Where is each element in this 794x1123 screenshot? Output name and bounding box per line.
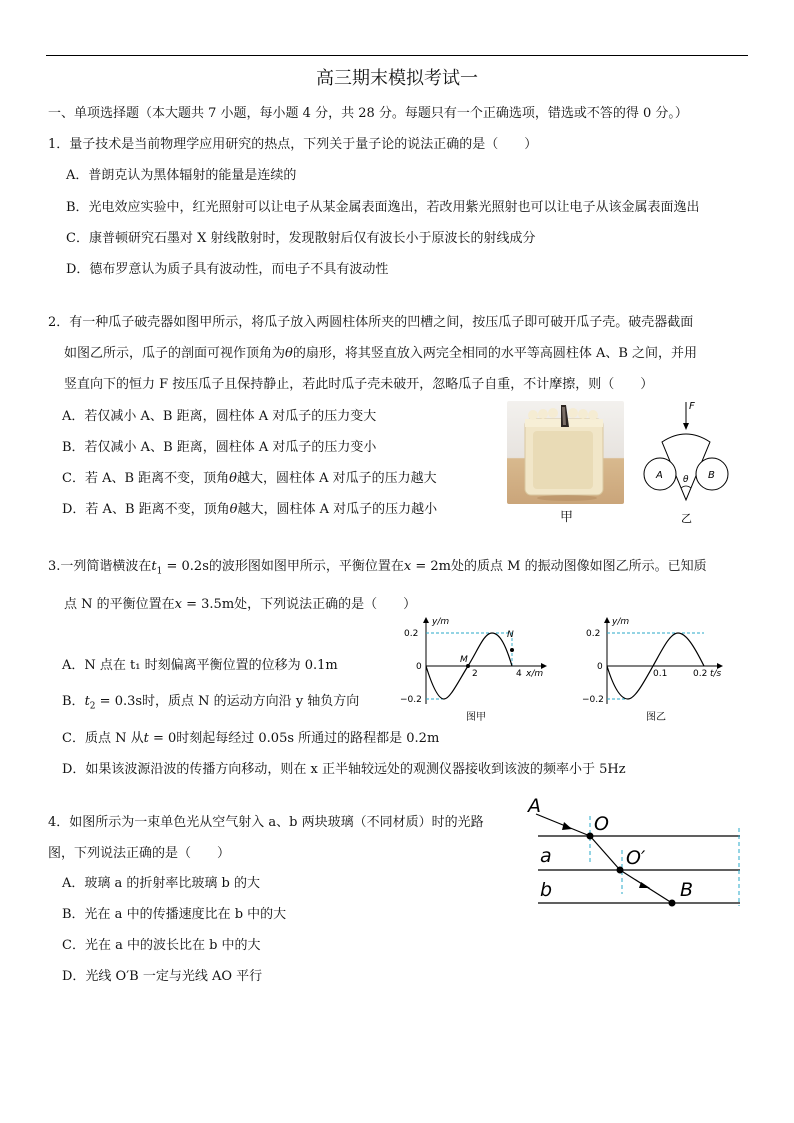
svg-text:0.2: 0.2 xyxy=(404,629,419,639)
svg-text:−0.2: −0.2 xyxy=(400,695,422,705)
svg-text:图甲: 图甲 xyxy=(466,712,486,723)
svg-text:0.2: 0.2 xyxy=(586,629,601,639)
svg-text:图乙: 图乙 xyxy=(646,712,666,723)
q2-option-a: A．若仅减小 A、B 距离，圆柱体 A 对瓜子的压力变大 xyxy=(62,409,377,424)
svg-text:t/s: t/s xyxy=(710,669,722,679)
svg-text:0: 0 xyxy=(597,662,603,672)
svg-text:x/m: x/m xyxy=(526,669,544,679)
q4-stem-line2: 图，下列说法正确的是（ ） xyxy=(48,846,231,861)
q3-stem-line2: 点 N 的平衡位置在x = 3.5m处，下列说法正确的是（ ） xyxy=(64,597,417,612)
fig-jia-caption: 甲 xyxy=(560,510,574,525)
svg-text:2: 2 xyxy=(472,669,478,679)
svg-text:A: A xyxy=(528,795,541,817)
q3-stem-line1: 3.一列简谐横波在$t_1 = 0.2s$的波形图如图甲所示，平衡位置在x = 2m处的质点 M 的振动图像如图乙所示。已知质 xyxy=(48,559,707,577)
header-rule xyxy=(46,55,748,56)
svg-text:b: b xyxy=(540,879,553,901)
svg-text:O′: O′ xyxy=(626,847,646,869)
wave-graph-jia xyxy=(396,612,556,724)
q2-stem-line3: 竖直向下的恒力 F 按压瓜子且保持静止，若此时瓜子壳未破开，忽略瓜子自重，不计摩擦，则（ ） xyxy=(64,377,654,392)
q2-stem-line2: 如图乙所示，瓜子的剖面可视作顶角为θ的扇形，将其竖直放入两完全相同的水平等高圆柱体 A、B 之间，并用 xyxy=(64,346,698,361)
q2-stem-line1: 2．有一种瓜子破壳器如图甲所示，将瓜子放入两圆柱体所夹的凹槽之间，按压瓜子即可破开瓜子壳。破壳器截面 xyxy=(48,315,694,330)
svg-text:B: B xyxy=(680,879,694,901)
q1-option-b: B．光电效应实验中，红光照射可以让电子从某金属表面逸出，若改用紫光照射也可以让电子从该金属表面逸出 xyxy=(66,200,700,215)
svg-text:O: O xyxy=(594,813,609,835)
fig-yi-caption: 乙 xyxy=(681,512,692,525)
q4-option-a: A．玻璃 a 的折射率比玻璃 b 的大 xyxy=(62,876,260,891)
section-heading: 一、单项选择题（本大题共 7 小题，每小题 4 分，共 28 分。每题只有一个正确选项，错选或不答的得 0 分。） xyxy=(48,106,688,121)
svg-text:0: 0 xyxy=(416,662,422,672)
q1-option-c: C．康普顿研究石墨对 X 射线散射时，发现散射后仅有波长小于原波长的射线成分 xyxy=(66,231,536,246)
svg-text:0.2: 0.2 xyxy=(693,669,708,679)
q4-stem-line1: 4．如图所示为一束单色光从空气射入 a、b 两块玻璃（不同材质）时的光路 xyxy=(48,815,484,830)
q4-option-c: C．光在 a 中的波长比在 b 中的大 xyxy=(62,938,261,953)
svg-text:A: A xyxy=(656,470,663,481)
svg-text:y/m: y/m xyxy=(432,617,450,627)
q2-option-c: C．若 A、B 距离不变，顶角θ越大，圆柱体 A 对瓜子的压力越大 xyxy=(62,471,437,486)
vibration-graph-yi xyxy=(580,612,730,724)
svg-text:θ: θ xyxy=(683,475,689,485)
svg-text:B: B xyxy=(708,470,715,481)
svg-text:y/m: y/m xyxy=(612,617,630,627)
q3-option-a: A．N 点在 t₁ 时刻偏离平衡位置的位移为 0.1m xyxy=(62,658,338,673)
q1-option-d: D．德布罗意认为质子具有波动性，而电子不具有波动性 xyxy=(66,262,389,277)
q1-option-a: A．普朗克认为黑体辐射的能量是连续的 xyxy=(66,168,297,183)
q4-option-b: B．光在 a 中的传播速度比在 b 中的大 xyxy=(62,907,287,922)
q3-option-d: D．如果该波源沿波的传播方向移动，则在 x 正半轴较远处的观测仪器接收到该波的频率小于 5Hz xyxy=(62,762,626,777)
q3-option-b: B．$t_2 = 0.3s$时，质点 N 的运动方向沿 y 轴负方向 xyxy=(62,694,360,712)
svg-text:0.1: 0.1 xyxy=(653,669,668,679)
svg-text:N: N xyxy=(507,630,514,640)
seed-cracker-photo xyxy=(507,401,624,504)
svg-text:−0.2: −0.2 xyxy=(582,695,604,705)
q4-option-d: D．光线 O′B 一定与光线 AO 平行 xyxy=(62,969,263,984)
page-title: 高三期末模拟考试一 xyxy=(316,68,478,89)
q3-option-c: C．质点 N 从t = 0时刻起每经过 0.05s 所通过的路程都是 0.2m xyxy=(62,731,440,746)
svg-text:a: a xyxy=(540,845,552,867)
q2-option-d: D．若 A、B 距离不变，顶角θ越大，圆柱体 A 对瓜子的压力越小 xyxy=(62,502,438,517)
q2-option-b: B．若仅减小 A、B 距离，圆柱体 A 对瓜子的压力变小 xyxy=(62,440,377,455)
svg-text:M: M xyxy=(460,655,468,665)
q1-stem: 1．量子技术是当前物理学应用研究的热点，下列关于量子论的说法正确的是（ ） xyxy=(48,137,538,152)
label-f: F xyxy=(689,401,695,412)
svg-text:4: 4 xyxy=(516,669,522,679)
refraction-diagram xyxy=(522,794,748,914)
cross-section-diagram xyxy=(640,398,730,528)
